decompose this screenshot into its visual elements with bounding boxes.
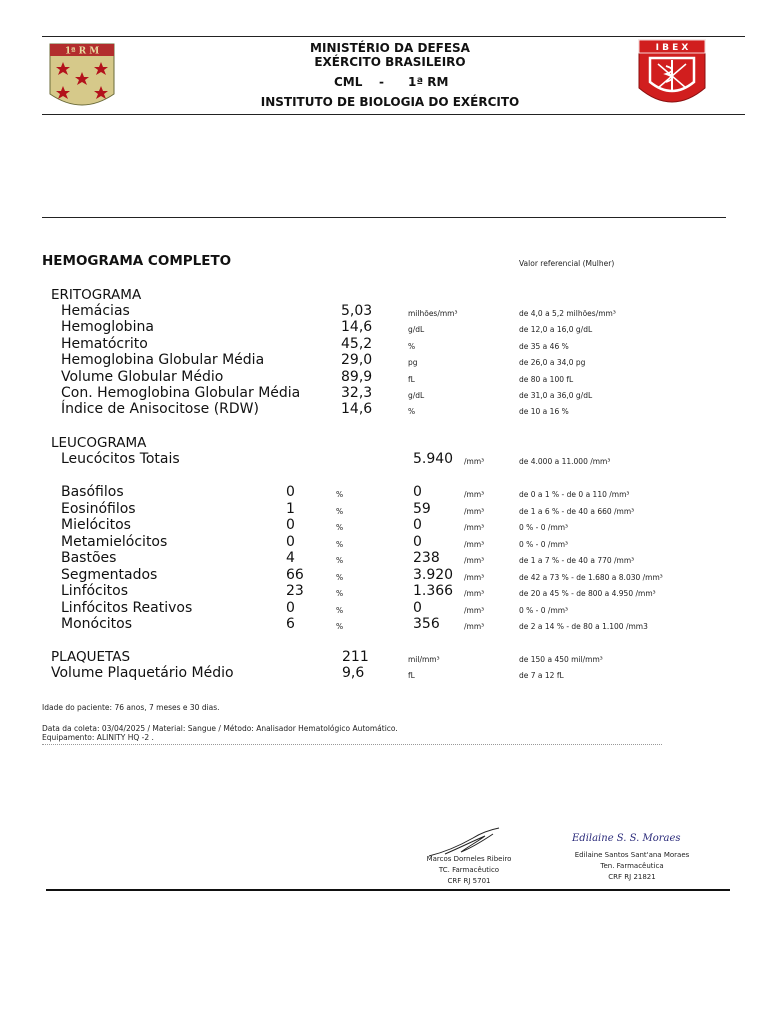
eritograma-row-ref: de 12,0 a 16,0 g/dL	[519, 325, 593, 335]
leucograma-row-name: Basófilos	[61, 484, 124, 500]
leucograma-row-absolute: 238	[413, 550, 440, 566]
leucograma-row-percent: 6	[286, 616, 295, 632]
leucograma-row-percent-unit: %	[336, 490, 344, 499]
eritograma-row-unit: fL	[408, 374, 415, 384]
eritograma-row-name: Hematócrito	[61, 335, 148, 352]
eritograma-row-unit: milhões/mm³	[408, 309, 458, 318]
leucograma-row-ref: de 0 a 1 % - de 0 a 110 /mm³	[519, 490, 630, 499]
leucograma-row-unit: /mm³	[464, 622, 485, 631]
signature-1-crf: CRF RJ 5701	[447, 877, 491, 885]
header-army: EXÉRCITO BRASILEIRO	[314, 55, 466, 69]
leucograma-row-name: Bastões	[61, 550, 117, 566]
eritograma-row-value: 14,6	[341, 319, 373, 336]
leucograma-row-absolute: 0	[413, 484, 422, 500]
header-rule	[42, 114, 745, 115]
signature-2-role: Ten. Farmacêutica	[600, 862, 664, 870]
exam-title: HEMOGRAMA COMPLETO	[42, 253, 232, 269]
signature-1-role: TC. Farmacêutico	[438, 866, 500, 874]
signature-2-name: Edilaine Santos Sant'ana Moraes	[574, 851, 690, 859]
eritograma-row-name: Hemácias	[61, 303, 130, 319]
leucograma-row-ref: de 1 a 7 % - de 40 a 770 /mm³	[519, 556, 635, 565]
footer-rule	[42, 744, 662, 745]
leucograma-row-name: Linfócitos	[61, 583, 128, 599]
eritograma-row-value: 5,03	[341, 303, 373, 319]
leucograma-row-absolute: 0	[413, 533, 422, 550]
header-separator: -	[379, 75, 384, 89]
header-institute: INSTITUTO DE BIOLOGIA DO EXÉRCITO	[260, 95, 520, 109]
leucograma-row-ref: de 1 a 6 % - de 40 a 660 /mm³	[519, 506, 635, 516]
patient-age: Idade do paciente: 76 anos, 7 meses e 30 dias.	[42, 703, 220, 712]
plaquetas-value: 211	[342, 649, 369, 665]
eritograma-row-name: Volume Globular Médio	[61, 368, 224, 385]
leucograma-label: LEUCOGRAMA	[51, 435, 147, 451]
leucograma-row-percent: 1	[286, 500, 295, 517]
emblem-lettering: I B E X	[655, 43, 689, 53]
leucograma-row-ref: 0 % - 0 /mm³	[519, 605, 569, 615]
leucograma-row-ref: de 2 a 14 % - de 80 a 1.100 /mm3	[519, 622, 648, 631]
eritograma-label: ERITOGRAMA	[51, 287, 142, 303]
ibex-emblem	[636, 38, 708, 112]
plaquetas-ref: de 150 a 450 mil/mm³	[519, 655, 603, 664]
leucograma-row-name: Metamielócitos	[61, 533, 168, 550]
leucograma-row-percent: 4	[286, 550, 295, 566]
eritograma-row-value: 89,9	[341, 368, 373, 385]
plaquetas-label: PLAQUETAS	[51, 649, 131, 665]
leucograma-row-percent-unit: %	[336, 539, 344, 549]
eritograma-row-unit: %	[408, 341, 416, 351]
leucograma-row-name: Eosinófilos	[61, 500, 136, 517]
leucograma-row-unit: /mm³	[464, 556, 485, 565]
bottom-rule	[46, 889, 730, 891]
leucograma-row-ref: de 20 a 45 % - de 800 a 4.950 /mm³	[519, 589, 656, 598]
leucograma-row-unit: /mm³	[464, 523, 485, 532]
leucograma-row-unit: /mm³	[464, 539, 485, 549]
leucograma-row-absolute: 1.366	[413, 583, 454, 599]
leucocitos-totais-value: 5.940	[413, 451, 454, 467]
eritograma-row-value: 45,2	[341, 335, 373, 352]
patient-rule	[42, 217, 726, 218]
leucograma-row-percent: 66	[286, 566, 304, 583]
eritograma-row-name: Hemoglobina Globular Média	[61, 352, 265, 369]
collection-info: Data da coleta: 03/04/2025 / Material: Sangue / Método: Analisador Hematológico Automático.	[42, 724, 398, 733]
emblem-lettering: 1ª R M	[64, 46, 100, 57]
leucograma-row-percent-unit: %	[336, 556, 344, 565]
leucograma-row-ref: de 42 a 73 % - de 1.680 a 8.030 /mm³	[519, 572, 663, 582]
header-ministry: MINISTÉRIO DA DEFESA	[310, 41, 470, 55]
leucograma-row-name: Segmentados	[61, 566, 158, 583]
eritograma-row-ref: de 4,0 a 5,2 milhões/mm³	[519, 309, 616, 318]
signature-2-handwritten: Edilaine S. S. Moraes	[572, 833, 681, 844]
eritograma-row-ref: de 35 a 46 %	[519, 341, 569, 351]
top-rule	[42, 36, 745, 37]
signature-1-name: Marcos Dorneles Ribeiro	[426, 855, 512, 863]
leucograma-row-absolute: 3.920	[413, 566, 454, 583]
eritograma-row-value: 14,6	[341, 401, 373, 418]
leucograma-row-absolute: 0	[413, 517, 422, 533]
leucograma-row-percent-unit: %	[336, 572, 344, 582]
leucograma-row-percent: 0	[286, 484, 295, 500]
vpm-unit: fL	[408, 671, 415, 680]
regiao-militar-emblem	[46, 42, 118, 114]
leucocitos-totais-name: Leucócitos Totais	[61, 451, 180, 467]
eritograma-row-unit: %	[408, 407, 416, 417]
leucograma-row-percent-unit: %	[336, 589, 344, 598]
leucograma-row-percent: 0	[286, 517, 295, 533]
leucograma-row-percent: 23	[286, 583, 304, 599]
header-rm: 1ª RM	[408, 75, 449, 89]
leucograma-row-absolute: 59	[413, 500, 431, 517]
eritograma-row-ref: de 31,0 a 36,0 g/dL	[519, 391, 593, 400]
leucograma-row-percent-unit: %	[336, 605, 344, 615]
leucograma-row-unit: /mm³	[464, 490, 485, 499]
leucograma-row-name: Mielócitos	[61, 517, 131, 533]
equipment-info: Equipamento: ALINITY HQ -2 .	[42, 733, 154, 742]
vpm-name: Volume Plaquetário Médio	[51, 665, 234, 681]
vpm-ref: de 7 a 12 fL	[519, 671, 564, 680]
reference-header: Valor referencial (Mulher)	[519, 259, 615, 268]
eritograma-row-ref: de 10 a 16 %	[519, 407, 569, 417]
eritograma-row-unit: pg	[408, 358, 418, 368]
leucograma-row-unit: /mm³	[464, 589, 485, 598]
leucograma-row-percent: 0	[286, 533, 295, 550]
leucograma-row-name: Monócitos	[61, 616, 133, 632]
leucocitos-totais-unit: /mm³	[464, 457, 485, 466]
leucograma-row-percent-unit: %	[336, 506, 344, 516]
header-cml: CML	[334, 75, 363, 89]
eritograma-row-unit: g/dL	[408, 325, 425, 335]
leucograma-row-unit: /mm³	[464, 605, 485, 615]
eritograma-row-ref: de 80 a 100 fL	[519, 374, 574, 384]
leucograma-row-unit: /mm³	[464, 506, 485, 516]
leucograma-row-percent: 0	[286, 599, 295, 616]
plaquetas-unit: mil/mm³	[408, 655, 440, 664]
eritograma-row-ref: de 26,0 a 34,0 pg	[519, 358, 586, 368]
eritograma-row-unit: g/dL	[408, 391, 425, 400]
vpm-value: 9,6	[342, 665, 365, 681]
signature-2-crf: CRF RJ 21821	[608, 873, 656, 881]
leucograma-row-ref: 0 % - 0 /mm³	[519, 523, 569, 532]
leucograma-row-absolute: 356	[413, 616, 440, 632]
eritograma-row-name: Hemoglobina	[61, 319, 154, 336]
leucograma-row-name: Linfócitos Reativos	[61, 599, 193, 616]
leucograma-row-percent-unit: %	[336, 622, 344, 631]
leucograma-row-absolute: 0	[413, 599, 422, 616]
eritograma-row-value: 29,0	[341, 352, 373, 369]
leucograma-row-ref: 0 % - 0 /mm³	[519, 539, 569, 549]
leucograma-row-percent-unit: %	[336, 523, 344, 532]
eritograma-row-value: 32,3	[341, 385, 373, 401]
leucocitos-totais-ref: de 4.000 a 11.000 /mm³	[519, 457, 611, 466]
eritograma-row-name: Con. Hemoglobina Globular Média	[61, 385, 301, 401]
leucograma-row-unit: /mm³	[464, 572, 485, 582]
eritograma-row-name: Índice de Anisocitose (RDW)	[61, 401, 259, 418]
